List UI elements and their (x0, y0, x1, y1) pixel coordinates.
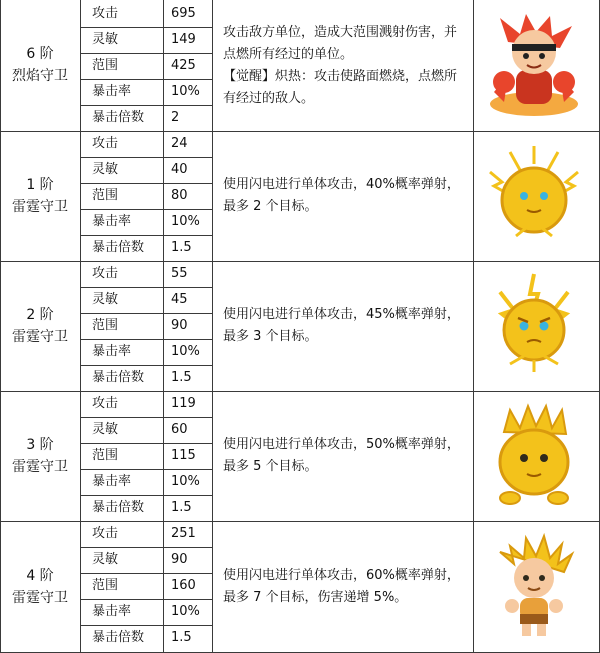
stat-label: 攻击 (92, 6, 119, 21)
tier-title: 雷霆守卫 (12, 459, 68, 475)
stat-value: 695 (171, 6, 196, 21)
stat-value: 60 (171, 422, 188, 437)
stat-label: 攻击 (92, 396, 119, 411)
stat-value: 10% (171, 604, 200, 619)
stat-value: 160 (171, 578, 196, 593)
stat-value: 149 (171, 32, 196, 47)
stat-label: 暴击率 (92, 474, 132, 489)
stat-label: 攻击 (92, 266, 119, 281)
stat-value: 425 (171, 58, 196, 73)
tier-title: 雷霆守卫 (12, 199, 68, 215)
tier-name (0, 565, 80, 609)
stat-label: 暴击倍数 (92, 500, 145, 515)
tier-name (0, 43, 80, 87)
stat-value: 90 (171, 552, 188, 567)
stat-value: 10% (171, 474, 200, 489)
stat-label: 暴击率 (92, 214, 132, 229)
stat-value: 1.5 (171, 500, 192, 515)
stat-label: 攻击 (92, 526, 119, 541)
stat-label: 攻击 (92, 136, 119, 151)
description-line: 使用闪电进行单体攻击，40%概率弹射，最多 2 个目标。 (223, 177, 460, 214)
stat-label: 灵敏 (92, 32, 119, 47)
stat-label: 暴击倍数 (92, 240, 145, 255)
stat-value: 24 (171, 136, 188, 151)
description-line: 【觉醒】炽热：攻击使路面燃烧，点燃所有经过的敌人。 (223, 69, 458, 106)
tier-description (223, 304, 463, 348)
stat-value: 10% (171, 84, 200, 99)
tier-title: 雷霆守卫 (12, 329, 68, 345)
stat-label: 灵敏 (92, 162, 119, 177)
stat-value: 10% (171, 214, 200, 229)
stat-label: 暴击率 (92, 84, 132, 99)
tier-name (0, 434, 80, 478)
fire-guardian-portrait (480, 12, 588, 122)
stat-label: 灵敏 (92, 422, 119, 437)
stat-label: 暴击倍数 (92, 630, 145, 645)
tier-name (0, 174, 80, 218)
stat-label: 暴击率 (92, 344, 132, 359)
tier-name (0, 304, 80, 348)
tier-description (223, 565, 463, 609)
description-line: 攻击敌方单位，造成大范围溅射伤害，并点燃所有经过的单位。 (223, 25, 458, 62)
stat-label: 灵敏 (92, 552, 119, 567)
stat-label: 范围 (92, 188, 119, 203)
tier-level: 6 阶 (26, 46, 54, 62)
description-line: 使用闪电进行单体攻击，50%概率弹射，最多 5 个目标。 (223, 437, 460, 474)
thunder-guardian-portrait (480, 530, 588, 640)
thunder-guardian-portrait (480, 272, 588, 382)
stat-label: 暴击倍数 (92, 370, 145, 385)
stat-value: 251 (171, 526, 196, 541)
stat-label: 范围 (92, 58, 119, 73)
tier-level: 2 阶 (26, 307, 54, 323)
stat-label: 灵敏 (92, 292, 119, 307)
stat-value: 1.5 (171, 370, 192, 385)
stat-value: 2 (171, 110, 180, 125)
stat-value: 119 (171, 396, 196, 411)
stat-label: 暴击率 (92, 604, 132, 619)
stat-value: 90 (171, 318, 188, 333)
tier-description (223, 22, 463, 110)
stat-label: 范围 (92, 578, 119, 593)
stat-label: 暴击倍数 (92, 110, 145, 125)
tier-description (223, 434, 463, 478)
tier-description (223, 174, 463, 218)
tier-level: 4 阶 (26, 568, 54, 584)
stat-value: 1.5 (171, 240, 192, 255)
stat-value: 10% (171, 344, 200, 359)
stat-label: 范围 (92, 318, 119, 333)
stat-value: 40 (171, 162, 188, 177)
stat-value: 115 (171, 448, 196, 463)
stat-value: 80 (171, 188, 188, 203)
description-line: 使用闪电进行单体攻击，60%概率弹射，最多 7 个目标，伤害递增 5%。 (223, 568, 460, 605)
tier-title: 雷霆守卫 (12, 590, 68, 606)
thunder-guardian-portrait (480, 142, 588, 252)
stat-value: 1.5 (171, 630, 192, 645)
tier-level: 3 阶 (26, 437, 54, 453)
stat-value: 55 (171, 266, 188, 281)
thunder-guardian-portrait (480, 402, 588, 512)
tier-title: 烈焰守卫 (12, 68, 68, 84)
stat-label: 范围 (92, 448, 119, 463)
stat-value: 45 (171, 292, 188, 307)
description-line: 使用闪电进行单体攻击，45%概率弹射，最多 3 个目标。 (223, 307, 460, 344)
tier-level: 1 阶 (26, 177, 54, 193)
